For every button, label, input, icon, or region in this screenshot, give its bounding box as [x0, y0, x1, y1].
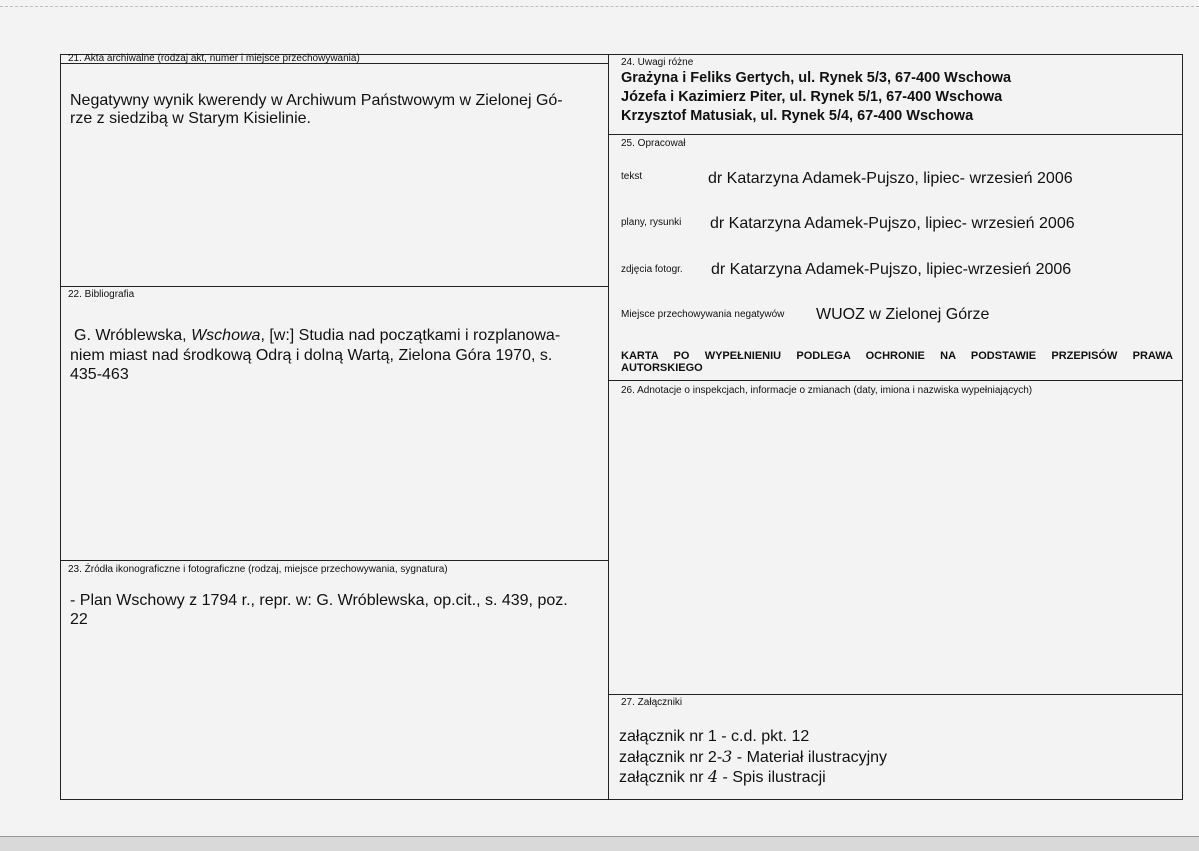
author-row-value-plany: dr Katarzyna Adamek-Pujszo, lipiec- wrzesień 2006 — [710, 215, 1075, 232]
section-23-line1: - Plan Wschowy z 1794 r., repr. w: G. Wróblewska, op.cit., s. 439, poz. — [70, 592, 568, 609]
attachment-3-prefix: załącznik nr — [619, 769, 708, 786]
attachment-3 — [619, 766, 826, 788]
attachment-2 — [619, 746, 887, 768]
author-row-value-zdjecia: dr Katarzyna Adamek-Pujszo, lipiec-wrzesień 2006 — [711, 261, 1072, 278]
divider-22-23 — [60, 560, 608, 561]
section-23-label: 23. Źródła ikonograficzne i fotograficzne (rodzaj, miejsce przechowywania, sygnatura) — [68, 564, 448, 575]
divider-21-22 — [60, 286, 608, 287]
author-row-value-tekst: dr Katarzyna Adamek-Pujszo, lipiec- wrzesień 2006 — [708, 170, 1073, 187]
section-23-line2: 22 — [70, 611, 88, 628]
copyright-notice-line2: AUTORSKIEGO — [621, 362, 703, 374]
section-25-label: 25. Opracował — [621, 138, 686, 149]
section-24-line1: Grażyna i Feliks Gertych, ul. Rynek 5/3, 67-400 Wschowa — [621, 70, 1012, 86]
scan-bottom-edge — [0, 836, 1199, 851]
section-24-line3: Krzysztof Matusiak, ul. Rynek 5/4, 67-400 Wschowa — [621, 108, 974, 124]
attachment-3-suffix: - Spis ilustracji — [718, 769, 826, 786]
section-22-line3: 435-463 — [70, 366, 129, 383]
section-21-label: 21. Akta archiwalne (rodzaj akt, numer i miejsce przechowywania) — [68, 53, 360, 64]
divider-25-26 — [608, 380, 1183, 381]
section-26-label: 26. Adnotacje o inspekcjach, informacje o zmianach (daty, imiona i nazwiska wypełniających) — [621, 385, 1033, 396]
divider-24-25 — [608, 134, 1183, 135]
negatives-location-value: WUOZ w Zielonej Górze — [816, 306, 990, 323]
section-24-line2: Józefa i Kazimierz Piter, ul. Rynek 5/1, 67-400 Wschowa — [621, 89, 1003, 105]
attachment-3-handwritten-number: 4 — [707, 767, 719, 786]
divider-26-27 — [608, 694, 1183, 695]
attachment-2-handwritten-number: 3 — [722, 747, 733, 766]
copyright-notice-line1: KARTA PO WYPEŁNIENIU PODLEGA OCHRONIE NA PODSTAWIE PRZEPISÓW PRAWA — [621, 350, 1173, 362]
section-21-text-line1: Negatywny wynik kwerendy w Archiwum Państwowym w Zielonej Gó- — [70, 92, 563, 109]
section-21-text-line2: rze z siedzibą w Starym Kisielinie. — [70, 110, 311, 127]
attachment-2-suffix: - Materiał ilustracyjny — [732, 749, 888, 766]
form-frame — [60, 54, 1183, 800]
bibliography-author: G. Wróblewska, — [74, 327, 192, 344]
bibliography-rest: , [w:] Studia nad początkami i rozplanowa- — [260, 327, 561, 344]
section-22-line1 — [74, 325, 560, 346]
bibliography-title: Wschowa — [191, 327, 261, 344]
section-22-label: 22. Bibliografia — [68, 289, 135, 300]
attachment-2-prefix: załącznik nr 2- — [619, 749, 723, 766]
section-24-label: 24. Uwagi różne — [621, 57, 694, 68]
section-22-line2: niem miast nad środkową Odrą i dolną Wartą, Zielona Góra 1970, s. — [70, 347, 553, 364]
section-27-label: 27. Załączniki — [621, 697, 683, 708]
author-row-key-zdjecia: zdjęcia fotogr. — [621, 264, 683, 275]
author-row-key-tekst: tekst — [621, 171, 643, 182]
top-dashed-edge — [0, 6, 1199, 7]
author-row-key-plany: plany, rysunki — [621, 217, 682, 228]
negatives-location-key: Miejsce przechowywania negatywów — [621, 309, 785, 320]
column-divider — [608, 54, 609, 800]
attachment-1: załącznik nr 1 - c.d. pkt. 12 — [619, 728, 810, 745]
